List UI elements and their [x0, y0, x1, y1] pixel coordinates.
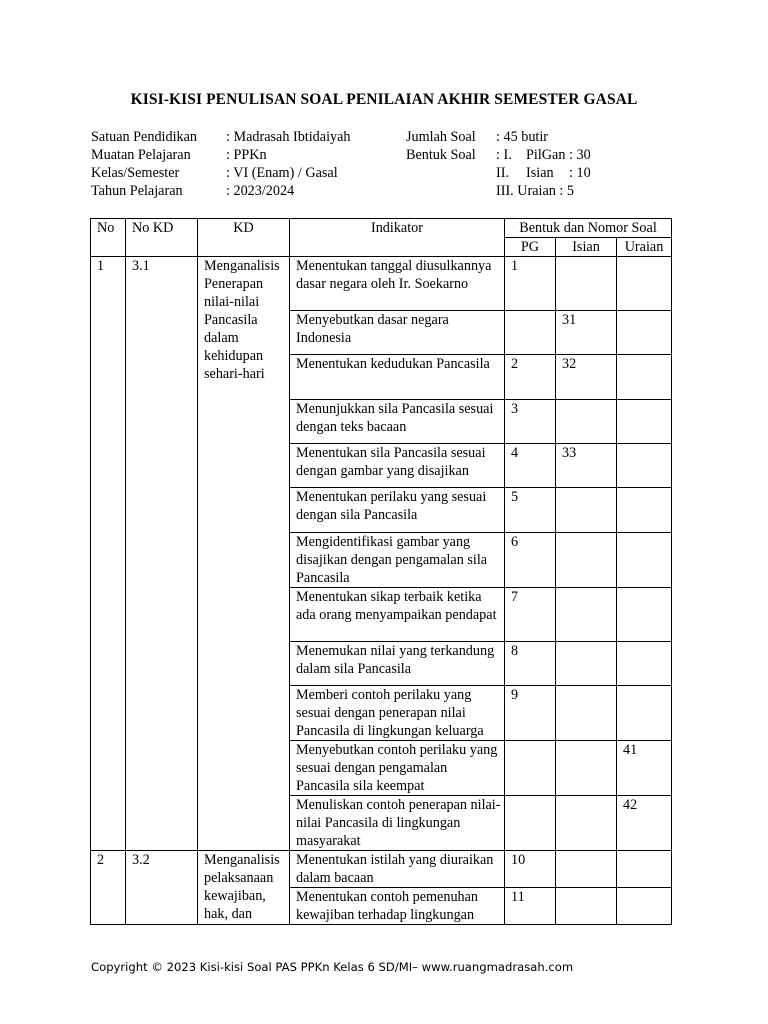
header-pg: PG — [505, 238, 556, 257]
cell-pg — [505, 796, 556, 851]
cell-isian — [556, 400, 617, 444]
cell-indikator: Menemukan nilai yang terkandung dalam sila Pancasila — [290, 642, 505, 686]
info-row-jumlah — [406, 128, 591, 146]
cell-indikator: Menyebutkan dasar negara Indonesia — [290, 311, 505, 355]
cell-pg: 8 — [505, 642, 556, 686]
table-row — [91, 851, 672, 888]
info-value: : VI (Enam) / Gasal — [226, 165, 338, 181]
info-row-tahun — [91, 182, 351, 200]
cell-pg: 7 — [505, 588, 556, 642]
cell-no-kd: 3.2 — [126, 851, 198, 925]
info-label: Tahun Pelajaran — [91, 183, 183, 199]
cell-pg: 6 — [505, 533, 556, 588]
cell-indikator: Menentukan istilah yang diuraikan dalam bacaan — [290, 851, 505, 888]
cell-uraian — [617, 642, 672, 686]
cell-isian: 33 — [556, 444, 617, 488]
header-uraian: Uraian — [617, 238, 672, 257]
header-bentuk: Bentuk dan Nomor Soal — [505, 219, 672, 238]
cell-isian — [556, 488, 617, 533]
bentuk-prefix: : I. — [496, 147, 512, 163]
header-kd: KD — [198, 219, 290, 257]
bentuk-name: Isian — [526, 165, 554, 181]
cell-isian — [556, 741, 617, 796]
cell-kd: Menganalisis Penerapan nilai-nilai Pancasila dalam kehidupan sehari-hari — [198, 257, 290, 851]
cell-indikator: Menentukan sikap terbaik ketika ada orang menyampaikan pendapat — [290, 588, 505, 642]
cell-pg: 2 — [505, 355, 556, 400]
cell-uraian — [617, 686, 672, 741]
cell-no: 1 — [91, 257, 126, 851]
cell-uraian — [617, 355, 672, 400]
cell-uraian — [617, 444, 672, 488]
cell-uraian — [617, 488, 672, 533]
cell-pg: 3 — [505, 400, 556, 444]
cell-pg: 4 — [505, 444, 556, 488]
kisi-kisi-table — [90, 218, 672, 925]
bentuk-count: : 10 — [569, 165, 591, 181]
cell-isian — [556, 796, 617, 851]
cell-uraian — [617, 400, 672, 444]
cell-uraian — [617, 533, 672, 588]
cell-indikator: Menentukan sila Pancasila sesuai dengan gambar yang disajikan — [290, 444, 505, 488]
info-value: : 45 butir — [496, 129, 549, 145]
cell-uraian — [617, 257, 672, 311]
cell-uraian: 42 — [617, 796, 672, 851]
cell-indikator: Menyebutkan contoh perilaku yang sesuai dengan pengamalan Pancasila sila keempat — [290, 741, 505, 796]
info-row-muatan — [91, 146, 351, 164]
bentuk-prefix: III. Uraian — [496, 183, 556, 199]
table-row — [91, 257, 672, 311]
info-value: : PPKn — [226, 147, 267, 163]
cell-indikator: Menuliskan contoh penerapan nilai-nilai Pancasila di lingkungan masyarakat — [290, 796, 505, 851]
bentuk-prefix: II. — [496, 165, 509, 181]
cell-isian — [556, 257, 617, 311]
cell-indikator: Menentukan kedudukan Pancasila — [290, 355, 505, 400]
cell-uraian — [617, 851, 672, 888]
cell-uraian — [617, 888, 672, 925]
bentuk-count: : 30 — [569, 147, 591, 163]
bentuk-count: : 5 — [559, 183, 575, 199]
cell-uraian: 41 — [617, 741, 672, 796]
cell-uraian — [617, 588, 672, 642]
cell-pg: 10 — [505, 851, 556, 888]
info-label: Kelas/Semester — [91, 165, 180, 181]
cell-pg: 9 — [505, 686, 556, 741]
cell-uraian — [617, 311, 672, 355]
header-isian: Isian — [556, 238, 617, 257]
cell-pg: 5 — [505, 488, 556, 533]
cell-isian — [556, 533, 617, 588]
info-label: Bentuk Soal — [406, 147, 476, 163]
info-row-bentuk — [406, 146, 591, 164]
cell-indikator: Memberi contoh perilaku yang sesuai dengan penerapan nilai Pancasila di lingkungan keluarga — [290, 686, 505, 741]
info-value: : 2023/2024 — [226, 183, 295, 199]
info-label: Muatan Pelajaran — [91, 147, 191, 163]
info-row-bentuk-uraian — [406, 182, 591, 200]
header-indikator: Indikator — [290, 219, 505, 257]
cell-isian: 31 — [556, 311, 617, 355]
cell-pg — [505, 311, 556, 355]
cell-pg: 1 — [505, 257, 556, 311]
cell-no-kd: 3.1 — [126, 257, 198, 851]
cell-kd: Menganalisis pelaksanaan kewajiban, hak, dan — [198, 851, 290, 925]
cell-indikator: Menentukan tanggal diusulkannya dasar negara oleh Ir. Soekarno — [290, 257, 505, 311]
bentuk-name: PilGan — [526, 147, 566, 163]
cell-isian — [556, 686, 617, 741]
info-left — [91, 128, 351, 200]
cell-indikator: Mengidentifikasi gambar yang disajikan dengan pengamalan sila Pancasila — [290, 533, 505, 588]
info-label: Jumlah Soal — [406, 129, 476, 145]
cell-no: 2 — [91, 851, 126, 925]
cell-isian — [556, 588, 617, 642]
document-title: KISI-KISI PENULISAN SOAL PENILAIAN AKHIR SEMESTER GASAL — [130, 91, 638, 108]
cell-indikator: Menunjukkan sila Pancasila sesuai dengan teks bacaan — [290, 400, 505, 444]
cell-pg: 11 — [505, 888, 556, 925]
footer-copyright: Copyright © 2023 Kisi-kisi Soal PAS PPKn Kelas 6 SD/MI– www.ruangmadrasah.com — [91, 960, 574, 974]
cell-pg — [505, 741, 556, 796]
header-no: No — [91, 219, 126, 257]
cell-indikator: Menentukan contoh pemenuhan kewajiban terhadap lingkungan — [290, 888, 505, 925]
cell-isian: 32 — [556, 355, 617, 400]
info-right — [406, 128, 591, 200]
info-value: : Madrasah Ibtidaiyah — [226, 129, 351, 145]
info-row-satuan — [91, 128, 351, 146]
cell-indikator: Menentukan perilaku yang sesuai dengan sila Pancasila — [290, 488, 505, 533]
info-row-bentuk-isian — [406, 164, 591, 182]
cell-isian — [556, 888, 617, 925]
info-row-kelas — [91, 164, 351, 182]
cell-isian — [556, 642, 617, 686]
info-label: Satuan Pendidikan — [91, 129, 197, 145]
header-no-kd: No KD — [126, 219, 198, 257]
cell-isian — [556, 851, 617, 888]
